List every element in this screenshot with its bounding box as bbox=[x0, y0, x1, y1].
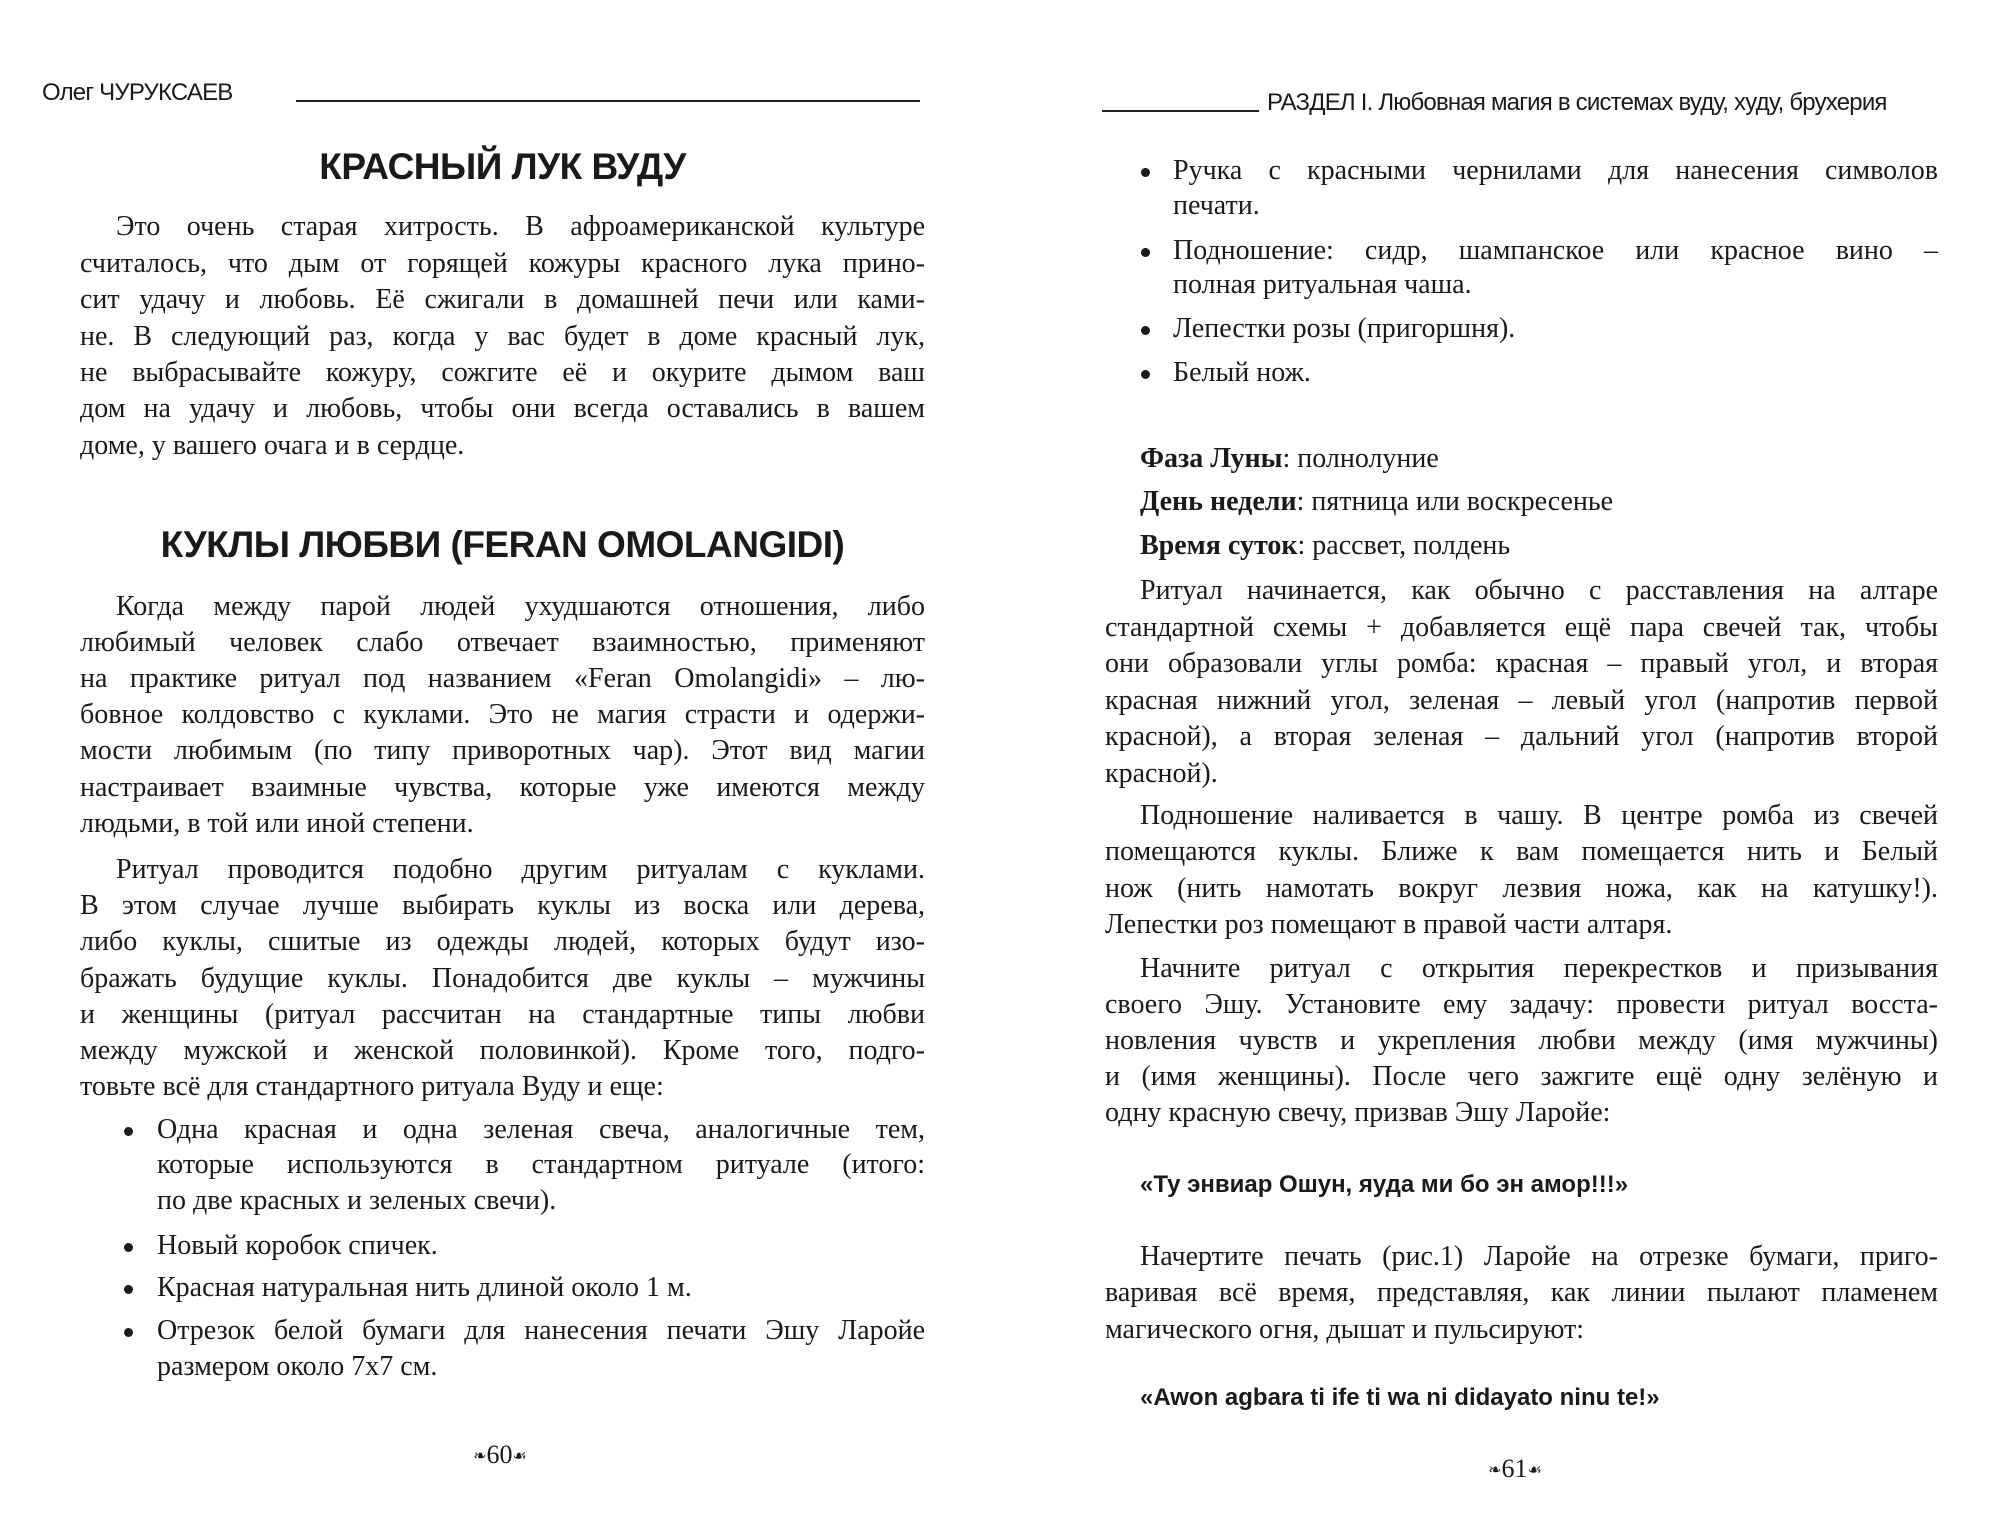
bullet-item-line: Одна красная и одна зеленая свеча, аналогичные тем, bbox=[157, 1114, 925, 1145]
bullet-item-line: которые используются в стандартном ритуале (итого: bbox=[157, 1149, 925, 1180]
paragraph-line: Начертите печать (рис.1) Ларойе на отрезке бумаги, приго- bbox=[1140, 1241, 1938, 1272]
left-header-rule bbox=[296, 100, 920, 102]
paragraph-line: стандартной схемы + добавляется ещё пара свечей так, чтобы bbox=[1105, 612, 1938, 643]
bullet-item-line: полная ритуальная чаша. bbox=[1173, 269, 1472, 300]
bullet-icon bbox=[124, 1127, 133, 1136]
paragraph-line: и женщины (ритуал рассчитан на стандартные типы любви bbox=[80, 999, 925, 1030]
bullet-icon bbox=[1141, 248, 1150, 257]
section-title: КУКЛЫ ЛЮБВИ (FERAN OMOLANGIDI) bbox=[160, 524, 845, 565]
paragraph-line: либо куклы, сшитые из одежды людей, которых будут изо- bbox=[80, 926, 925, 957]
paragraph-line: Это очень старая хитрость. В афроамериканской культуре bbox=[116, 211, 925, 242]
paragraph-line: не. В следующий раз, когда у вас будет в доме красный лук, bbox=[80, 321, 925, 352]
paragraph-line: Когда между парой людей ухудшаются отношения, либо bbox=[116, 591, 925, 622]
paragraph-line: одну красную свечу, призвав Эшу Ларойе: bbox=[1105, 1097, 1611, 1128]
paragraph-line: Начните ритуал с открытия перекрестков и призывания bbox=[1140, 953, 1938, 984]
bullet-icon bbox=[124, 1285, 133, 1294]
page-number bbox=[1455, 1452, 1575, 1488]
paragraph-line: мости любимым (по типу приворотных чар). Этот вид магии bbox=[80, 735, 925, 766]
bullet-icon bbox=[124, 1243, 133, 1252]
paragraph-line: магического огня, дышат и пульсируют: bbox=[1105, 1314, 1585, 1345]
bullet-item-line: печати. bbox=[1173, 190, 1260, 221]
paragraph-line: товьте всё для стандартного ритуала Вуду и еще: bbox=[80, 1071, 664, 1102]
paragraph-line: красной), а вторая зеленая – дальний угол (напротив второй bbox=[1105, 721, 1938, 752]
paragraph-line: помещаются куклы. Ближе к вам помещается нить и Белый bbox=[1105, 836, 1938, 867]
field-value: : рассвет, полдень bbox=[1297, 530, 1511, 561]
paragraph-line: между мужской и женской половинкой). Кроме того, подго- bbox=[80, 1035, 925, 1066]
bullet-icon bbox=[1141, 168, 1150, 177]
ritual-field bbox=[1140, 485, 1613, 519]
paragraph-line: людьми, в той или иной степени. bbox=[80, 808, 474, 839]
paragraph-line: не выбрасывайте кожуру, сожгите её и окурите дымом ваш bbox=[80, 357, 925, 388]
field-label: Фаза Луны bbox=[1140, 443, 1283, 474]
field-label: Время суток bbox=[1140, 530, 1298, 561]
ritual-field bbox=[1140, 529, 1510, 563]
paragraph-line: нож (нить намотать вокруг лезвия ножа, как на катушку!). bbox=[1105, 873, 1938, 904]
invocation: «Ту энвиар Ошун, яуда ми бо эн амор!!!» bbox=[1140, 1171, 1629, 1198]
page-number bbox=[440, 1438, 560, 1474]
bullet-item-line: Красная натуральная нить длиной около 1 м. bbox=[157, 1272, 692, 1303]
paragraph-line: Ритуал проводится подобно другим ритуалам с куклами. bbox=[116, 854, 925, 885]
paragraph-line: они образовали углы ромба: красная – правый угол, и вторая bbox=[1105, 648, 1938, 679]
ornament-icon: ☙ bbox=[1527, 1462, 1542, 1480]
bullet-item-line: Отрезок белой бумаги для нанесения печати Эшу Ларойе bbox=[157, 1315, 925, 1346]
paragraph-line: доме, у вашего очага и в сердце. bbox=[80, 430, 465, 461]
bullet-item-line: Подношение: сидр, шампанское или красное вино – bbox=[1173, 235, 1938, 266]
paragraph-line: сит удачу и любовь. Её сжигали в домашней печи или ками- bbox=[80, 284, 925, 315]
paragraph-line: Ритуал начинается, как обычно с расставления на алтаре bbox=[1140, 575, 1938, 606]
paragraph-line: дом на удачу и любовь, чтобы они всегда оставались в вашем bbox=[80, 393, 925, 424]
ornament-icon: ☙ bbox=[512, 1448, 527, 1466]
bullet-item-line: размером около 7х7 см. bbox=[157, 1351, 438, 1382]
right-header-rule bbox=[1102, 110, 1259, 112]
ornament-icon: ❧ bbox=[473, 1448, 487, 1466]
paragraph-line: Лепестки роз помещают в правой части алтаря. bbox=[1105, 909, 1673, 940]
paragraph-line: бовное колдовство с куклами. Это не магия страсти и одержи- bbox=[80, 699, 925, 730]
running-head: Олег ЧУРУКСАЕВ bbox=[42, 79, 233, 106]
field-label: День недели bbox=[1140, 486, 1297, 517]
ornament-icon: ❧ bbox=[1488, 1462, 1502, 1480]
paragraph-line: красной). bbox=[1105, 758, 1218, 789]
paragraph-line: считалось, что дым от горящей кожуры красного лука прино- bbox=[80, 248, 925, 279]
paragraph-line: любимый человек слабо отвечает взаимностью, применяют bbox=[80, 627, 925, 658]
bullet-item-line: Ручка с красными чернилами для нанесения символов bbox=[1173, 155, 1938, 186]
section-title: КРАСНЫЙ ЛУК ВУДУ bbox=[319, 146, 686, 187]
paragraph-line: своего Эшу. Установите ему задачу: провести ритуал восста- bbox=[1105, 989, 1938, 1020]
bullet-item-line: Белый нож. bbox=[1173, 357, 1311, 388]
paragraph-line: бражать будущие куклы. Понадобится две куклы – мужчины bbox=[80, 963, 925, 994]
paragraph-line: новления чувств и укрепления любви между (имя мужчины) bbox=[1105, 1025, 1938, 1056]
paragraph-line: на практике ритуал под названием «Feran Omolangidi» – лю- bbox=[80, 663, 925, 694]
field-value: : пятница или воскресенье bbox=[1296, 486, 1614, 517]
invocation: «Awon agbara ti ife ti wa ni didayato ninu te!» bbox=[1140, 1384, 1660, 1411]
running-head: РАЗДЕЛ I. Любовная магия в системах вуду, худу, брухерия bbox=[1267, 89, 1887, 116]
bullet-icon bbox=[1141, 326, 1150, 335]
field-value: : полнолуние bbox=[1282, 443, 1439, 474]
paragraph-line: В этом случае лучше выбирать куклы из воска или дерева, bbox=[80, 890, 925, 921]
bullet-item-line: Лепестки розы (пригоршня). bbox=[1173, 313, 1516, 344]
paragraph-line: варивая всё время, представляя, как линии пылают пламенем bbox=[1105, 1277, 1938, 1308]
paragraph-line: настраивает взаимные чувства, которые уже имеются между bbox=[80, 772, 925, 803]
bullet-icon bbox=[124, 1328, 133, 1337]
paragraph-line: красная нижний угол, зеленая – левый угол (напротив первой bbox=[1105, 685, 1938, 716]
page-number-text: 61 bbox=[1501, 1454, 1528, 1483]
page-number-text: 60 bbox=[486, 1440, 513, 1469]
paragraph-line: и (имя женщины). После чего зажгите ещё одну зелёную и bbox=[1105, 1061, 1938, 1092]
ritual-field bbox=[1140, 442, 1439, 476]
paragraph-line: Подношение наливается в чашу. В центре ромба из свечей bbox=[1140, 800, 1938, 831]
bullet-item-line: по две красных и зеленых свечи). bbox=[157, 1185, 557, 1216]
bullet-item-line: Новый коробок спичек. bbox=[157, 1230, 438, 1261]
bullet-icon bbox=[1141, 370, 1150, 379]
